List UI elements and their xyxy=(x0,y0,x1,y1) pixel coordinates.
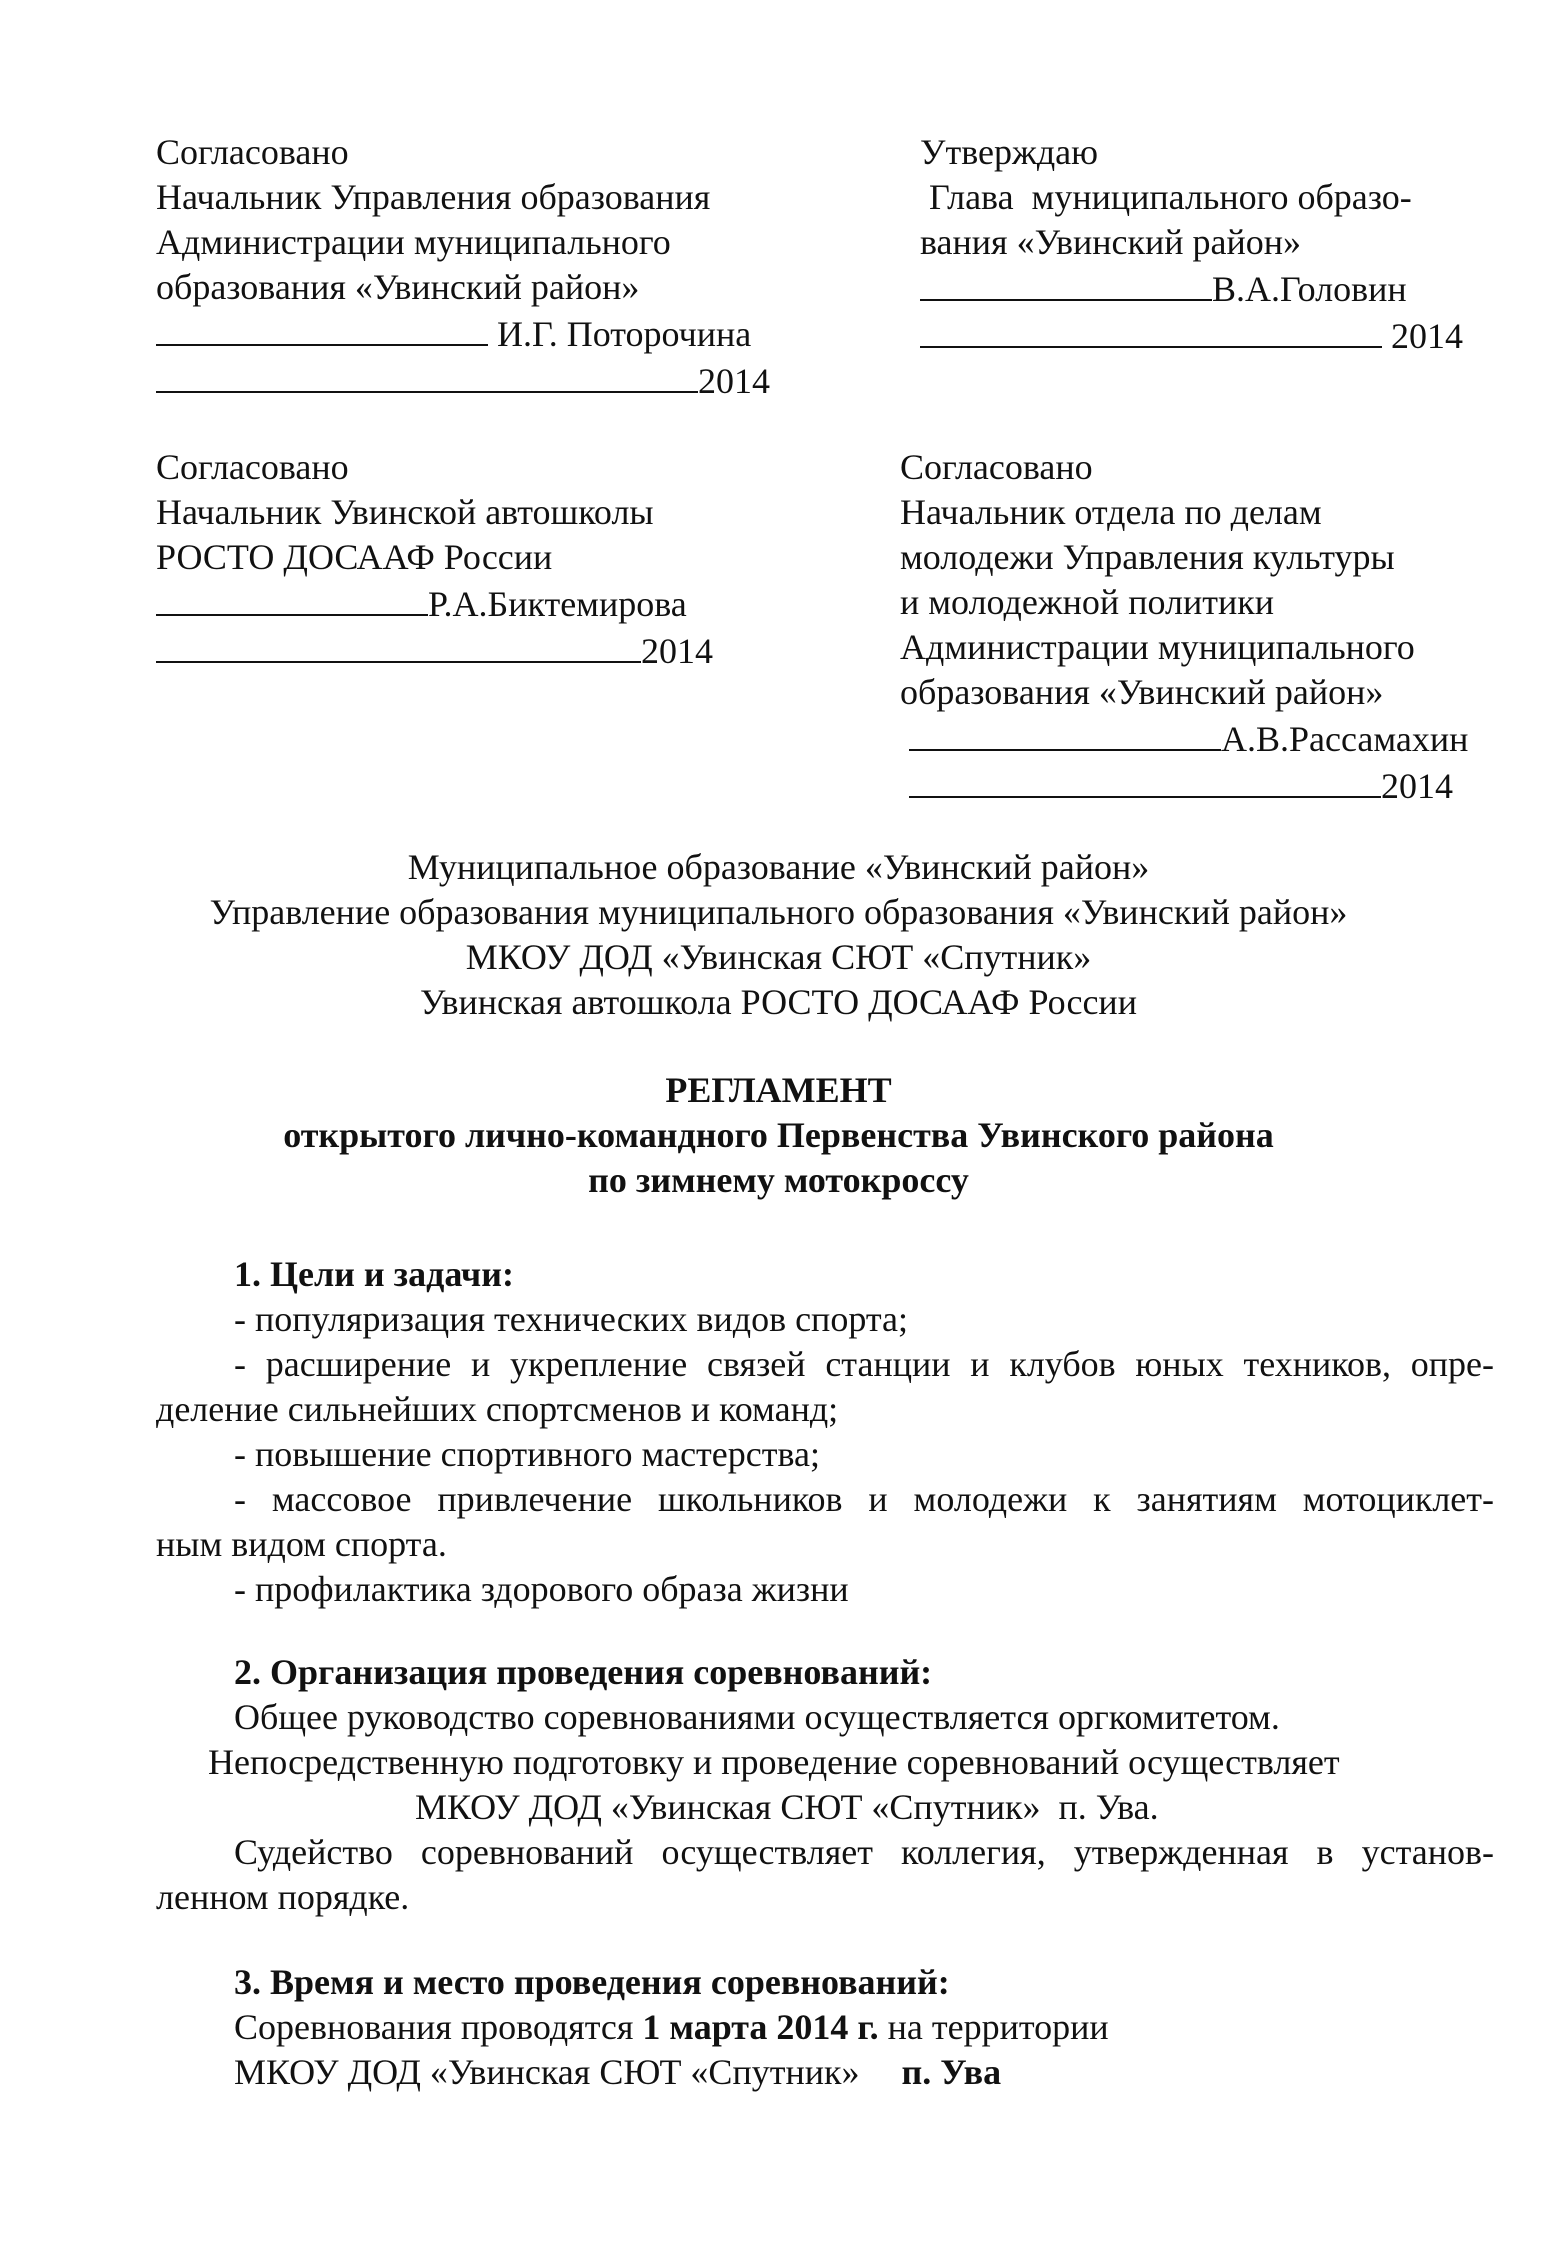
section-goals xyxy=(156,1252,1494,1612)
paragraph-continuation: ленном порядке. xyxy=(156,1877,410,1917)
approval-mid-right xyxy=(900,445,1468,809)
list-item-continuation: ным видом спорта. xyxy=(156,1524,447,1564)
organizations-header xyxy=(0,845,1557,1025)
signature-blank xyxy=(156,310,488,346)
approval-line: РОСТО ДОСААФ России xyxy=(156,537,553,577)
section-time-place xyxy=(156,1960,1494,2095)
year: 2014 xyxy=(641,631,713,671)
date-blank xyxy=(156,357,698,393)
paragraph xyxy=(156,2050,1494,2095)
signature-line xyxy=(900,715,1468,762)
signature-line xyxy=(920,265,1463,312)
approval-line: Начальник Увинской автошколы xyxy=(156,492,654,532)
signatory-name: Р.А.Биктемирова xyxy=(428,584,687,624)
list-item-continuation: деление сильнейших спортсменов и команд; xyxy=(156,1389,839,1429)
signatory-name: И.Г. Поторочина xyxy=(497,314,752,354)
title-line: по зимнему мотокроссу xyxy=(588,1160,969,1200)
organization-line: МКОУ ДОД «Увинская СЮТ «Спутник» xyxy=(465,937,1092,977)
approval-line: образования «Увинский район» xyxy=(900,672,1384,712)
paragraph: Общее руководство соревнованиями осуществляется оргкомитетом. xyxy=(234,1697,1280,1737)
organization-name: МКОУ ДОД «Увинская СЮТ «Спутник» xyxy=(234,2052,860,2092)
organization-line: Управление образования муниципального образования «Увинский район» xyxy=(209,892,1348,932)
approval-line: молодежи Управления культуры xyxy=(900,537,1395,577)
signature-blank xyxy=(909,715,1221,751)
signature-blank xyxy=(156,580,428,616)
approval-line: и молодежной политики xyxy=(900,582,1274,622)
signature-line xyxy=(156,580,713,627)
approval-line: Администрации муниципального xyxy=(900,627,1415,667)
list-item: - повышение спортивного мастерства; xyxy=(234,1434,820,1474)
list-item: - массовое привлечение школьников и молодежи к занятиям мотоциклет- xyxy=(234,1479,1494,1519)
document-title xyxy=(0,1068,1557,1203)
date-line xyxy=(920,312,1463,359)
list-item: - популяризация технических видов спорта; xyxy=(234,1299,908,1339)
year: 2014 xyxy=(698,361,770,401)
event-date: 1 марта 2014 г. xyxy=(642,2007,879,2047)
approval-line: Начальник отдела по делам xyxy=(900,492,1322,532)
approval-line: Начальник Управления образования xyxy=(156,177,711,217)
signature-line xyxy=(156,310,770,357)
text: на территории xyxy=(878,2007,1109,2047)
approval-top-left xyxy=(156,130,770,404)
approval-heading: Согласовано xyxy=(900,447,1093,487)
year: 2014 xyxy=(1381,766,1453,806)
approval-top-right xyxy=(920,130,1463,359)
date-line xyxy=(156,357,770,404)
section-heading: 1. Цели и задачи: xyxy=(234,1254,514,1294)
paragraph: Непосредственную подготовку и проведение соревнований осуществляет xyxy=(208,1742,1340,1782)
section-heading: 2. Организация проведения соревнований: xyxy=(234,1652,933,1692)
signatory-name: А.В.Рассамахин xyxy=(1221,719,1469,759)
organization-line: Муниципальное образование «Увинский район» xyxy=(407,847,1150,887)
year: 2014 xyxy=(1382,316,1463,356)
organization-line: Увинская автошкола РОСТО ДОСААФ России xyxy=(420,982,1137,1022)
paragraph xyxy=(156,2005,1494,2050)
approval-heading: Утверждаю xyxy=(920,132,1099,172)
date-line xyxy=(900,762,1468,809)
date-blank xyxy=(156,627,641,663)
approval-mid-left xyxy=(156,445,713,674)
signatory-name: В.А.Головин xyxy=(1212,269,1407,309)
list-item: - расширение и укрепление связей станции и клубов юных техников, опре- xyxy=(234,1344,1494,1384)
approval-line: вания «Увинский район» xyxy=(920,222,1302,262)
section-organization xyxy=(156,1650,1494,1920)
title-line: открытого лично-командного Первенства Увинского района xyxy=(283,1115,1274,1155)
event-place: п. Ува xyxy=(901,2052,1002,2092)
approval-heading: Согласовано xyxy=(156,132,349,172)
approval-heading: Согласовано xyxy=(156,447,349,487)
list-item: - профилактика здорового образа жизни xyxy=(234,1569,849,1609)
paragraph: Судейство соревнований осуществляет коллегия, утвержденная в установ- xyxy=(234,1832,1494,1872)
title-main: РЕГЛАМЕНТ xyxy=(665,1070,892,1110)
approval-line: Глава муниципального образо- xyxy=(920,177,1412,217)
date-blank xyxy=(920,312,1382,348)
paragraph: МКОУ ДОД «Увинская СЮТ «Спутник» п. Ува. xyxy=(415,1787,1159,1827)
date-blank xyxy=(909,762,1381,798)
approval-line: Администрации муниципального xyxy=(156,222,671,262)
signature-blank xyxy=(920,265,1212,301)
date-line xyxy=(156,627,713,674)
approval-line: образования «Увинский район» xyxy=(156,267,640,307)
section-heading: 3. Время и место проведения соревнований: xyxy=(234,1962,950,2002)
text: Соревнования проводятся xyxy=(234,2007,643,2047)
